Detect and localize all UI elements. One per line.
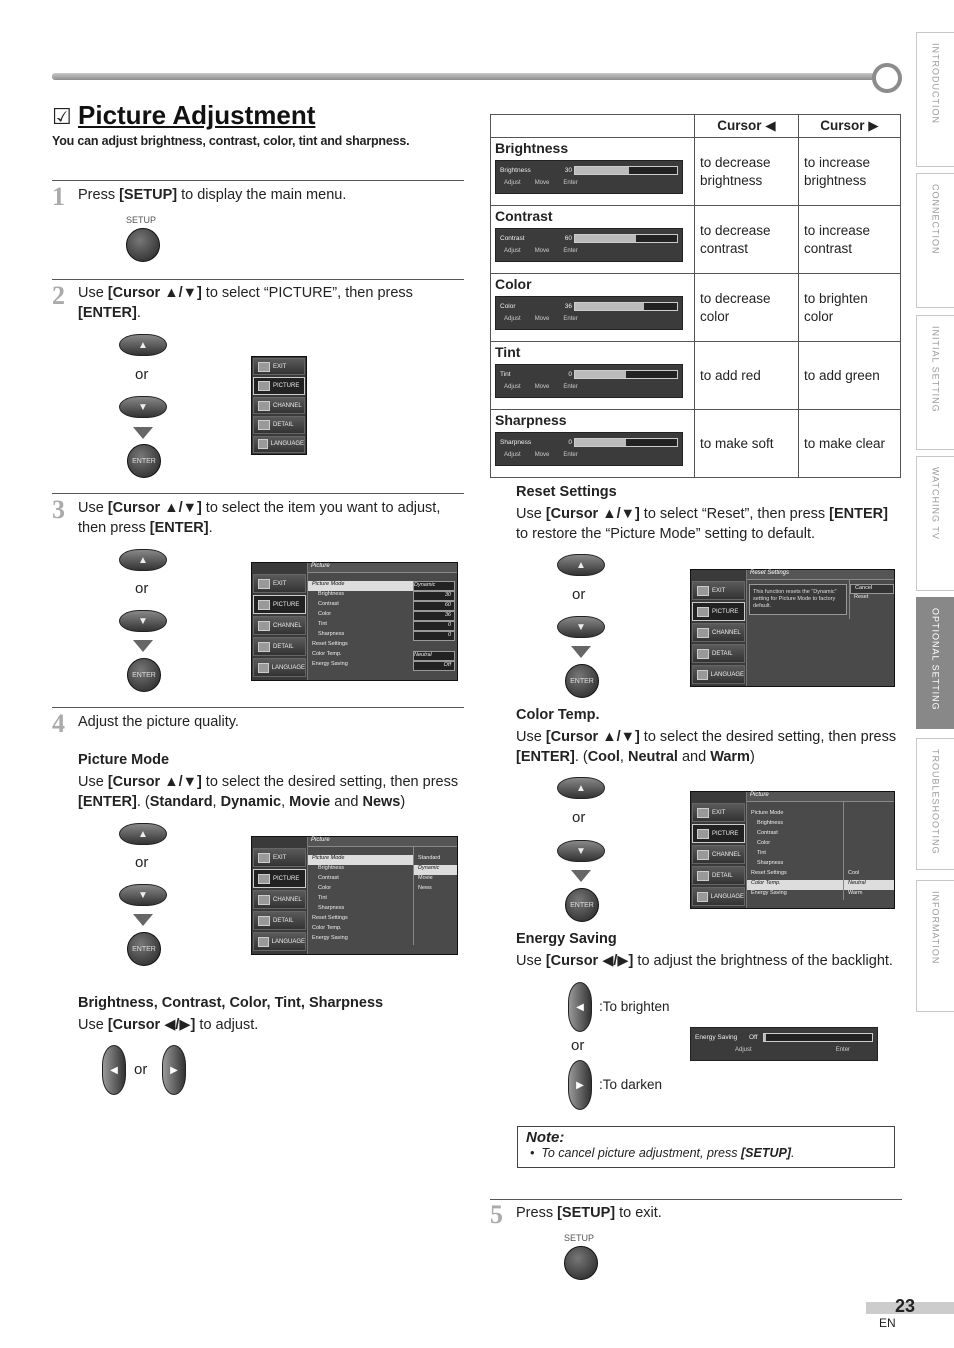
row-name: Contrast: [495, 208, 553, 224]
bar-value: 30: [564, 166, 572, 174]
osd-row: Color Temp.: [312, 651, 342, 657]
osd-val: [413, 641, 455, 651]
osd-row: Color Temp.: [312, 925, 342, 931]
right-desc: to make clear: [799, 410, 901, 478]
page-number: 23: [895, 1296, 916, 1316]
left-desc: to make soft: [695, 410, 799, 478]
move-label: Move: [534, 452, 550, 458]
osd-row: Energy Saving: [312, 935, 348, 941]
page-title: Picture Adjustment: [78, 100, 316, 130]
to-darken-label: :To darken: [599, 1077, 663, 1092]
osd-row: Tint: [318, 895, 327, 901]
osd-option: News: [418, 885, 432, 891]
menu-picture: PICTURE: [253, 377, 305, 394]
cursor-right-icon: ▶: [162, 1045, 186, 1095]
step-1-text: Press [SETUP] to display the main menu.: [78, 187, 347, 203]
step-3-text: Use [Cursor ▲/▼] to select the item you want to adjust, then press [ENTER].: [78, 500, 441, 536]
osd-row: Picture Mode: [308, 581, 413, 591]
menu-exit: EXIT: [253, 574, 306, 593]
menu-language: LANGUAGE: [253, 932, 306, 951]
menu-channel: CHANNEL: [253, 397, 305, 414]
page-subtitle: You can adjust brightness, contrast, color, tint and sharpness.: [52, 134, 410, 148]
reset-text: Use [Cursor ▲/▼] to select “Reset”, then press [ENTER] to restore the “Picture Mode” setting to default.: [516, 506, 888, 542]
arrow-down-icon: [133, 640, 153, 652]
table-header-empty: [491, 115, 695, 138]
step-number: 4: [52, 709, 65, 738]
bar-value: 0: [568, 438, 572, 446]
osd-val: Dynamic: [413, 581, 455, 591]
osd-row: Sharpness: [757, 860, 784, 866]
step-number: 1: [52, 182, 65, 211]
osd-row: Picture Mode: [308, 855, 413, 865]
adjust-label: Adjust: [504, 248, 521, 254]
energy-heading: Energy Saving: [516, 931, 617, 947]
menu-language: LANGUAGE: [253, 658, 306, 677]
table-header-right: Cursor ▶: [799, 115, 901, 138]
slider-track: [574, 302, 678, 311]
osd-row: Reset Settings: [312, 915, 348, 921]
right-desc: to increase contrast: [799, 206, 901, 274]
osd-option: Dynamic: [414, 865, 457, 875]
exit-icon: [258, 362, 270, 372]
bar-value: 36: [564, 302, 572, 310]
bar-label: Brightness: [500, 166, 531, 174]
slider-track: [763, 1033, 873, 1042]
or-label: or: [571, 1037, 585, 1054]
slider-track: [574, 370, 678, 379]
or-label: or: [572, 809, 586, 826]
osd-row: Brightness: [318, 865, 344, 871]
adjust-label: Adjust: [735, 1047, 752, 1053]
menu-channel: CHANNEL: [253, 890, 306, 909]
bar-value: 60: [564, 234, 572, 242]
slider-fill: [575, 303, 644, 310]
cursor-up-icon: ▲: [119, 334, 167, 356]
osd-head: Picture: [308, 563, 457, 573]
menu-detail: DETAIL: [253, 911, 306, 930]
osd-row: Sharpness: [318, 631, 345, 637]
step-5-text: Press [SETUP] to exit.: [516, 1205, 662, 1221]
menu-exit: EXIT: [253, 358, 305, 375]
menu-channel: CHANNEL: [253, 616, 306, 635]
osd-val: 60: [413, 601, 455, 611]
move-label: Move: [534, 384, 550, 390]
menu-picture: PICTURE: [253, 869, 306, 888]
step-number: 2: [52, 281, 65, 310]
menu-channel: CHANNEL: [692, 623, 745, 642]
energy-osd: [690, 1027, 878, 1061]
menu-detail: DETAIL: [692, 644, 745, 663]
slider-osd: [495, 160, 683, 194]
bccts-text: Use [Cursor ◀/▶] to adjust.: [78, 1017, 259, 1033]
osd-row: Tint: [757, 850, 766, 856]
osd-row: Color: [318, 885, 332, 891]
bar-label: Energy Saving: [695, 1033, 738, 1041]
osd-row: Color: [757, 840, 771, 846]
bar-value: 0: [568, 370, 572, 378]
header-knob: [872, 63, 902, 93]
enter-label: Enter: [563, 452, 578, 458]
osd-option: Warm: [848, 890, 863, 896]
cursor-up-icon: ▲: [557, 777, 605, 799]
bar-value: Off: [749, 1033, 758, 1041]
menu-detail: DETAIL: [253, 637, 306, 656]
osd-option: Reset: [854, 594, 869, 600]
cursor-left-icon: ◀: [102, 1045, 126, 1095]
menu-detail: DETAIL: [692, 866, 745, 885]
energy-text: Use [Cursor ◀/▶] to adjust the brightness of the backlight.: [516, 953, 893, 969]
slider-fill: [575, 371, 626, 378]
menu-exit: EXIT: [692, 581, 745, 600]
enter-button-icon: ENTER: [565, 664, 599, 698]
tab-optional-setting[interactable]: OPTIONAL SETTING: [916, 597, 954, 729]
cursor-down-icon: ▼: [557, 616, 605, 638]
cursor-up-icon: ▲: [119, 549, 167, 571]
table-row: [491, 410, 901, 478]
right-desc: to add green: [799, 342, 901, 410]
adjustment-table: [490, 114, 901, 478]
cursor-down-icon: ▼: [119, 610, 167, 632]
bccts-heading: Brightness, Contrast, Color, Tint, Sharpness: [78, 995, 384, 1011]
osd-val: Neutral: [413, 651, 455, 661]
osd-head: Reset Settings: [747, 570, 894, 580]
step-number: 5: [490, 1200, 503, 1229]
enter-label: Enter: [835, 1047, 851, 1053]
osd-option: Standard: [418, 855, 441, 861]
left-desc: to decrease color: [695, 274, 799, 342]
setup-button-icon: [126, 228, 160, 262]
color-temp-heading: Color Temp.: [516, 707, 600, 723]
checkbox-icon: ☑: [52, 104, 72, 129]
step-divider: [490, 1199, 902, 1200]
detail-icon: [258, 420, 270, 430]
left-desc: to decrease brightness: [695, 138, 799, 206]
row-name: Sharpness: [495, 412, 567, 428]
picture-mode-text: Use [Cursor ▲/▼] to select the desired setting, then press [ENTER]. (Standard, Dynamic, Movie and News): [78, 774, 459, 810]
slider-osd: [495, 432, 683, 466]
menu-exit: EXIT: [692, 803, 745, 822]
cursor-down-icon: ▼: [119, 396, 167, 418]
slider-fill: [764, 1034, 766, 1041]
tab-troubleshooting[interactable]: TROUBLESHOOTING: [916, 738, 954, 870]
enter-label: Enter: [563, 248, 578, 254]
enter-label: Enter: [563, 384, 578, 390]
osd-option: Cancel: [850, 584, 894, 594]
to-brighten-label: :To brighten: [599, 999, 670, 1014]
or-label: or: [134, 1061, 148, 1078]
slider-osd: [495, 364, 683, 398]
step-2-text: Use [Cursor ▲/▼] to select “PICTURE”, then press [ENTER].: [78, 285, 413, 321]
osd-option: Cool: [848, 870, 860, 876]
adjust-label: Adjust: [504, 452, 521, 458]
main-menu-osd: [251, 356, 307, 455]
enter-button-icon: ENTER: [565, 888, 599, 922]
cursor-up-icon: ▲: [557, 554, 605, 576]
row-name: Color: [495, 276, 532, 292]
arrow-down-icon: [571, 646, 591, 658]
osd-row: Brightness: [757, 820, 783, 826]
left-desc: to decrease contrast: [695, 206, 799, 274]
row-name: Brightness: [495, 140, 569, 156]
tab-information[interactable]: INFORMATION: [916, 880, 954, 1012]
slider-fill: [575, 167, 629, 174]
slider-fill: [575, 235, 636, 242]
cursor-left-icon: ◀: [568, 982, 592, 1032]
setup-label: SETUP: [564, 1233, 595, 1243]
osd-row: Reset Settings: [312, 641, 348, 647]
osd-row: Brightness: [318, 591, 344, 597]
slider-track: [574, 234, 678, 243]
osd-head: Picture: [308, 837, 457, 847]
adjust-label: Adjust: [504, 180, 521, 186]
row-name: Tint: [495, 344, 521, 360]
osd-row: Picture Mode: [751, 810, 784, 816]
osd-option: Movie: [418, 875, 433, 881]
osd-row: Energy Saving: [312, 661, 348, 667]
reset-message: This function resets the “Dynamic” setting for Picture Mode to factory default.: [749, 584, 847, 615]
menu-language: LANGUAGE: [692, 887, 745, 906]
note-box: [517, 1126, 895, 1168]
move-label: Move: [534, 316, 550, 322]
menu-language: LANGUAGE: [692, 665, 745, 684]
channel-icon: [258, 401, 270, 411]
step-divider: [52, 707, 464, 708]
menu-detail: DETAIL: [253, 416, 305, 433]
osd-row: Contrast: [318, 875, 339, 881]
note-text: • To cancel picture adjustment, press [SETUP].: [530, 1146, 795, 1160]
reset-osd: [690, 569, 895, 687]
tab-introduction[interactable]: INTRODUCTION: [916, 32, 954, 167]
color-temp-osd: [690, 791, 895, 909]
language-code: EN: [879, 1316, 896, 1330]
menu-exit: EXIT: [253, 848, 306, 867]
osd-val: 0: [413, 621, 455, 631]
menu-channel: CHANNEL: [692, 845, 745, 864]
color-temp-text: Use [Cursor ▲/▼] to select the desired setting, then press [ENTER]. (Cool, Neutral and Warm): [516, 729, 897, 765]
bar-label: Tint: [500, 370, 511, 378]
osd-option: Neutral: [844, 880, 894, 890]
osd-val: 30: [413, 591, 455, 601]
tab-watching-tv[interactable]: WATCHING TV: [916, 456, 954, 591]
picture-icon: [258, 381, 270, 391]
menu-picture: PICTURE: [253, 595, 306, 614]
language-icon: [258, 439, 268, 449]
tab-connection[interactable]: CONNECTION: [916, 173, 954, 308]
header-rule: [52, 73, 882, 80]
table-row: [491, 342, 901, 410]
osd-head: Picture: [747, 792, 894, 802]
menu-picture: PICTURE: [692, 602, 745, 621]
or-label: or: [135, 366, 149, 383]
menu-language: LANGUAGE: [253, 436, 305, 453]
arrow-down-icon: [133, 914, 153, 926]
osd-row: Color Temp.: [747, 880, 843, 890]
setup-button-icon: [564, 1246, 598, 1280]
right-desc: to brighten color: [799, 274, 901, 342]
step-divider: [52, 180, 464, 181]
arrow-down-icon: [133, 427, 153, 439]
table-header-left: Cursor ◀: [695, 115, 799, 138]
or-label: or: [572, 586, 586, 603]
enter-button-icon: ENTER: [127, 932, 161, 966]
table-row: [491, 138, 901, 206]
osd-val: 0: [413, 631, 455, 641]
cursor-down-icon: ▼: [557, 840, 605, 862]
cursor-right-icon: ▶: [568, 1060, 592, 1110]
osd-row: Contrast: [318, 601, 339, 607]
bar-label: Color: [500, 302, 516, 310]
note-heading: Note:: [526, 1129, 565, 1146]
enter-button-icon: ENTER: [127, 444, 161, 478]
setup-label: SETUP: [126, 215, 157, 225]
adjust-label: Adjust: [504, 316, 521, 322]
step-4-text: Adjust the picture quality.: [78, 714, 239, 730]
tab-initial-setting[interactable]: INITIAL SETTING: [916, 315, 954, 450]
adjust-label: Adjust: [504, 384, 521, 390]
osd-row: Energy Saving: [751, 890, 787, 896]
picture-mode-heading: Picture Mode: [78, 752, 170, 768]
osd-val: Off: [413, 661, 455, 671]
osd-row: Reset Settings: [751, 870, 787, 876]
right-desc: to increase brightness: [799, 138, 901, 206]
slider-track: [574, 166, 678, 175]
step-divider: [52, 279, 464, 280]
slider-fill: [575, 439, 626, 446]
picture-menu-osd: [251, 562, 458, 681]
enter-label: Enter: [563, 180, 578, 186]
slider-osd: [495, 228, 683, 262]
osd-val: 36: [413, 611, 455, 621]
arrow-down-icon: [571, 870, 591, 882]
osd-row: Color: [318, 611, 332, 617]
table-row: [491, 206, 901, 274]
cursor-down-icon: ▼: [119, 884, 167, 906]
bar-label: Sharpness: [500, 438, 532, 446]
bar-label: Contrast: [500, 234, 525, 242]
move-label: Move: [534, 180, 550, 186]
table-row: [491, 274, 901, 342]
osd-row: Tint: [318, 621, 327, 627]
slider-track: [574, 438, 678, 447]
or-label: or: [135, 854, 149, 871]
picture-mode-osd: [251, 836, 458, 955]
cursor-up-icon: ▲: [119, 823, 167, 845]
left-desc: to add red: [695, 342, 799, 410]
step-divider: [52, 493, 464, 494]
step-number: 3: [52, 495, 65, 524]
enter-label: Enter: [563, 316, 578, 322]
reset-heading: Reset Settings: [516, 484, 617, 500]
menu-picture: PICTURE: [692, 824, 745, 843]
enter-button-icon: ENTER: [127, 658, 161, 692]
osd-row: Sharpness: [318, 905, 345, 911]
move-label: Move: [534, 248, 550, 254]
or-label: or: [135, 580, 149, 597]
osd-row: Contrast: [757, 830, 778, 836]
slider-osd: [495, 296, 683, 330]
